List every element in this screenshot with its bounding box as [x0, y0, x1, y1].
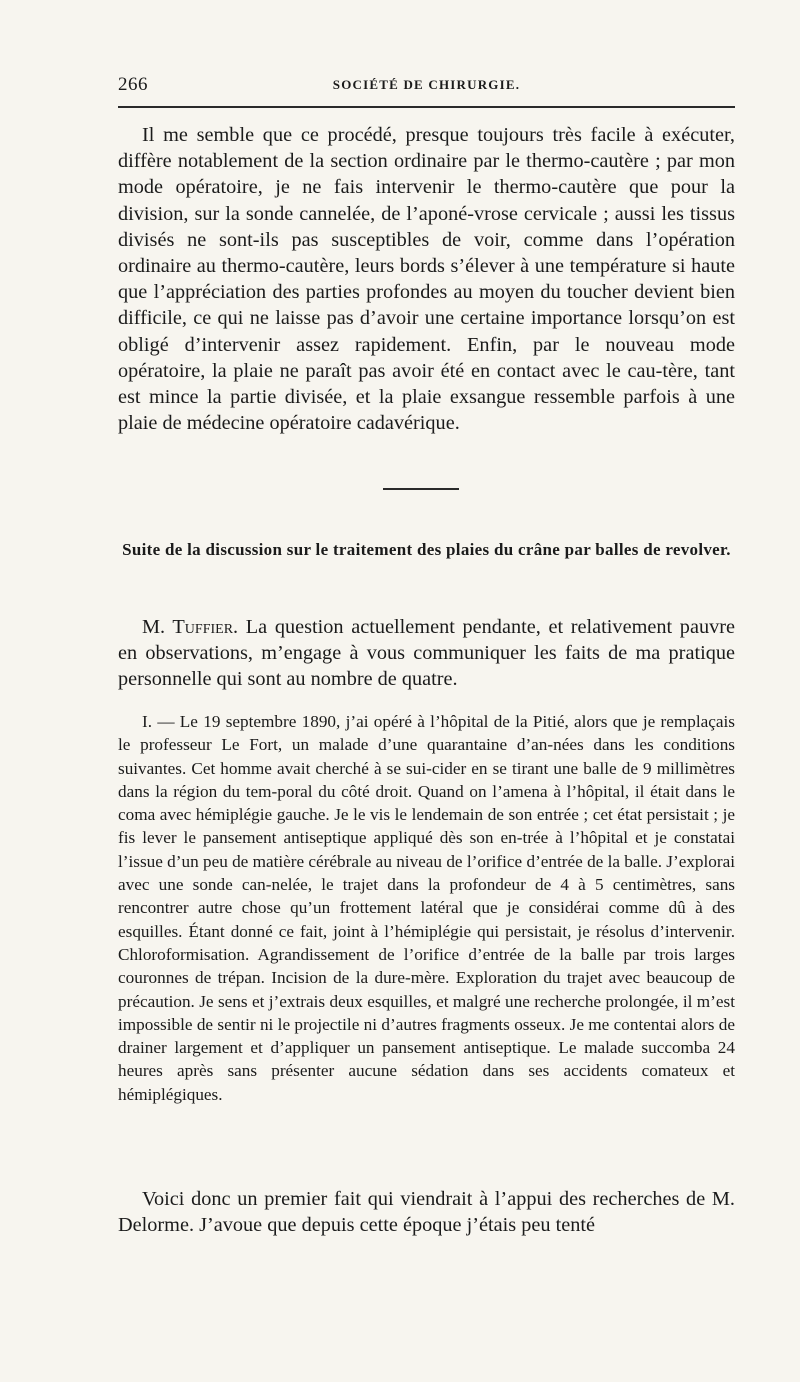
paragraph-tuffier-intro: [118, 614, 735, 693]
paragraph-case-one: I. — Le 19 septembre 1890, j’ai opéré à l’hôpital de la Pitié, alors que je remplaçais le professeur Le Fort, un malade d’une quarantaine d’an-nées dans les conditions suivantes. Cet homme avait cherché à se sui-cider en se tirant une balle de 9 millimètres dans la région du tem-poral du côté droit. Quand on l’amena à l’hôpital, il était dans le coma avec hémiplégie gauche. Je le vis le lendemain de son entrée ; cet état persistait ; je fis lever le pansement antiseptique appliqué dès son en-trée à l’hôpital et je constatai l’issue d’un peu de matière cérébrale au niveau de l’orifice d’entrée de la balle. J’explorai avec une sonde can-nelée, le trajet dans la profondeur de 4 à 5 centimètres, sans rencontrer autre chose qu’un frottement latéral que je considérai comme dû à des esquilles. Étant donné ce fait, joint à l’hémiplégie qui persistait, je résolus d’intervenir. Chloroformisation. Agrandissement de l’orifice d’entrée de la balle par trois larges couronnes de trépan. Incision de la dure-mère. Exploration du trajet avec beaucoup de précaution. Je sens et j’extrais deux esquilles, et malgré une recherche prolongée, il m’est impossible de sentir ni le projectile ni d’autres fragments osseux. Je me contentai alors de drainer largement et d’appliquer un pansement antiseptique. Le malade succomba 24 heures après sans présenter aucune sédation dans ses accidents comateux et hémiplégiques.: [118, 712, 736, 1104]
section-separator-rule: [383, 488, 459, 490]
page-number: 266: [118, 74, 148, 95]
speaker-name: M. Tuffier.: [142, 616, 239, 638]
running-head: [118, 74, 735, 102]
running-title: SOCIÉTÉ DE CHIRURGIE.: [332, 77, 521, 92]
header-rule: [118, 106, 735, 108]
paragraph-tuffier-text: La question actuellement pendante, et relativement pauvre en observations, m’engage à vous communiquer les faits de ma pratique personnelle qui sont au nombre de quatre.: [118, 616, 735, 691]
paragraph-thermo-cautere: Il me semble que ce procédé, presque toujours très facile à exécuter, diffère notablement de la section ordinaire par le thermo-cautère ; par mon mode opératoire, je ne fais intervenir le thermo-cautère que pour la division, sur la sonde cannelée, de l’aponé-vrose cervicale ; aussi les tissus divisés ne sont-ils pas susceptibles de voir, comme dans l’opération ordinaire au thermo-cautère, leurs bords s’élever à une température si haute que l’appréciation des parties profondes au moyen du toucher devient bien difficile, ce qui ne laisse pas d’avoir une certaine importance lorsqu’on est obligé d’intervenir assez rapidement. Enfin, par le nouveau mode opératoire, la plaie ne paraît pas avoir été en contact avec le cau-tère, tant est mince la partie divisée, et la plaie exsangue ressemble parfois à une plaie de médecine opératoire cadavérique.: [118, 124, 735, 435]
section-title: Suite de la discussion sur le traitement des plaies du crâne par balles de revolver.: [122, 540, 731, 559]
paragraph-conclusion: Voici donc un premier fait qui viendrait à l’appui des recherches de M. Delorme. J’avoue que depuis cette époque j’étais peu tenté: [118, 1188, 735, 1237]
